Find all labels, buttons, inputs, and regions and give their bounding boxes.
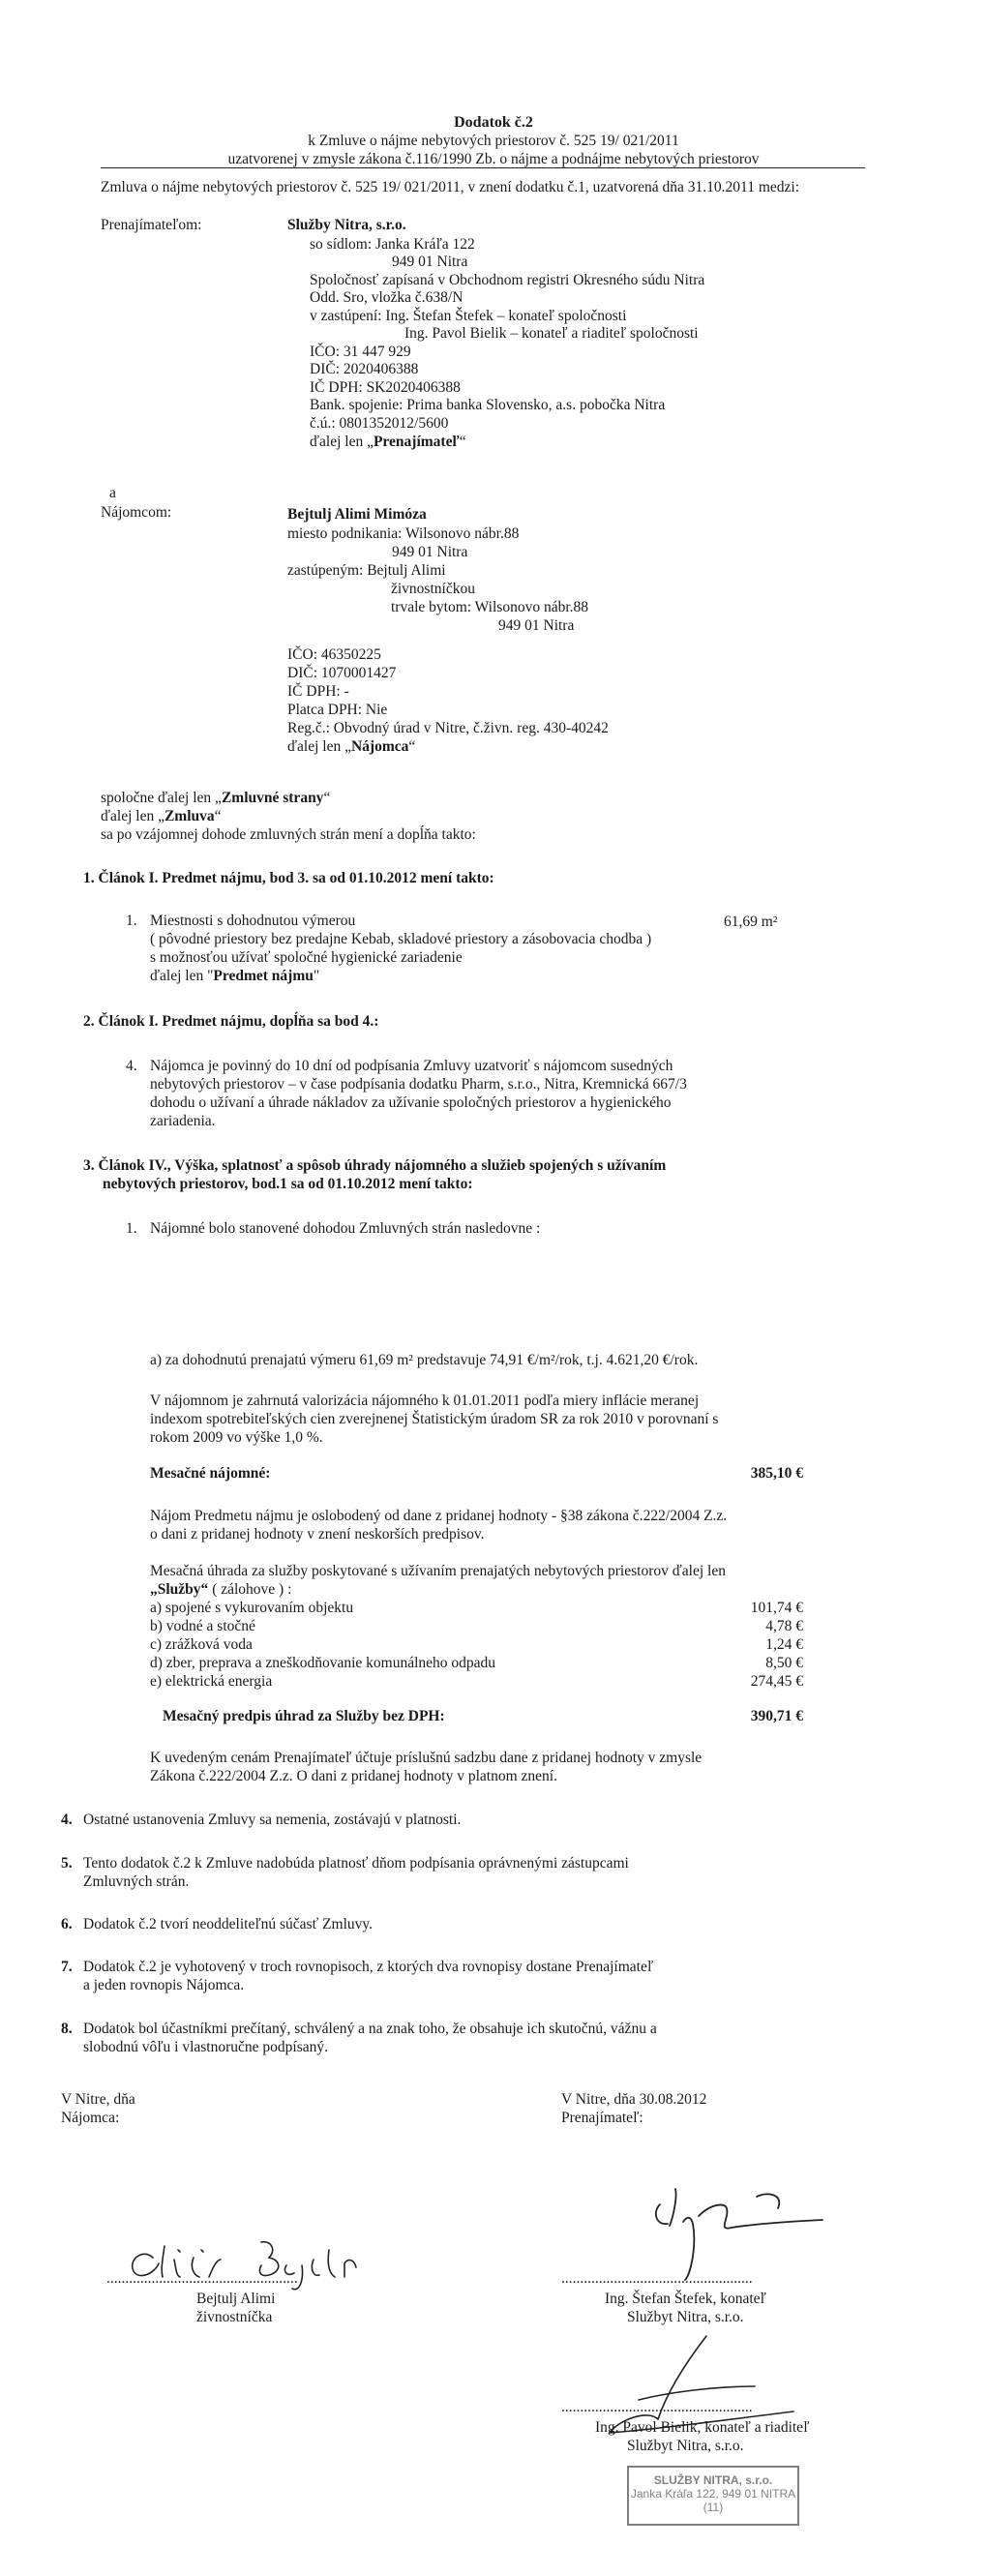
services-intro: Mesačná úhrada za služby poskytované s užívaním prenajatých nebytových priestorov ďalej len bbox=[150, 1563, 726, 1579]
lessor-signature-line-2: ................................................... bbox=[561, 2399, 753, 2415]
lessee-line: 949 01 Nitra bbox=[498, 617, 575, 634]
lessor-line: so sídlom: Janka Kráľa 122 bbox=[310, 236, 475, 253]
lessee-sign-role: Nájomca: bbox=[61, 2110, 120, 2126]
lessor-sign-place: V Nitre, dňa 30.08.2012 bbox=[561, 2091, 707, 2108]
service-value: 4,78 € bbox=[765, 1618, 803, 1634]
header-rule bbox=[101, 167, 865, 168]
services-intro-cont: „Služby“ ( zálohove ) : bbox=[150, 1581, 292, 1598]
point-line: Dodatok bol účastníkmi prečítaný, schválený a na znak toho, že obsahuje ich skutočnú, vážnu a bbox=[83, 2021, 657, 2037]
section-3-item-text: Nájomné bolo stanovené dohodou Zmluvných strán nasledovne : bbox=[150, 1220, 541, 1237]
lessee-line: zastúpeným: Bejtulj Alimi bbox=[287, 562, 446, 579]
lessor-signature-line-1: ................................................... bbox=[561, 2270, 753, 2287]
section-2-line: zariadenia. bbox=[150, 1113, 216, 1129]
and-label: a bbox=[109, 485, 116, 501]
section-2-line: Nájomca je povinný do 10 dní od podpísania Zmluvy uzatvoriť s nájomcom susedných bbox=[150, 1058, 673, 1074]
lessee-signature-line: ................................................... bbox=[106, 2270, 298, 2287]
lessor-name: Služby Nitra, s.r.o. bbox=[287, 217, 406, 233]
section-2-line: dohodu o užívaní a úhrade nákladov za užívanie spoločných priestorov a hygienického bbox=[150, 1094, 672, 1111]
valorization-line: indexom spotrebiteľských cien zverejnenej Štatistickým úradom SR za rok 2010 v porovnaní s bbox=[150, 1411, 719, 1427]
lessor-line: Spoločnosť zapísaná v Obchodnom registri Okresného súdu Nitra bbox=[310, 272, 705, 288]
vat-exempt-line: Nájom Predmetu nájmu je oslobodený od dane z pridanej hodnoty - §38 zákona č.222/2004 Z.z. bbox=[150, 1508, 728, 1524]
lessor-signer-1-company: Službyt Nitra, s.r.o. bbox=[627, 2309, 744, 2325]
point-line: a jeden rovnopis Nájomca. bbox=[83, 1977, 245, 1993]
lessor-signer-2-name: Ing. Pavol Bielik, konateľ a riaditeľ bbox=[595, 2419, 810, 2436]
section-2-line: nebytových priestorov – v čase podpísania dodatku Pharm, s.r.o., Nitra, Kremnická 667/3 bbox=[150, 1076, 687, 1093]
lessor-line: v zastúpení: Ing. Štefan Štefek – konateľ spoločnosti bbox=[310, 308, 627, 324]
lessor-line: Ing. Pavol Bielik – konateľ a riaditeľ spoločnosti bbox=[404, 325, 699, 342]
vat-exempt-line: o dani z pridanej hodnoty v znení neskorších predpisov. bbox=[150, 1526, 485, 1543]
lessor-line: 949 01 Nitra bbox=[392, 254, 468, 270]
vat-note-line: Zákona č.222/2004 Z.z. O dani z pridanej hodnoty v platnom znení. bbox=[150, 1768, 557, 1784]
section-1-item-number: 1. bbox=[126, 913, 137, 929]
lessee-line: živnostníčkou bbox=[391, 581, 475, 597]
service-value: 101,74 € bbox=[750, 1600, 803, 1616]
lessor-line: IČO: 31 447 929 bbox=[310, 344, 411, 360]
service-label: b) vodné a stočné bbox=[150, 1618, 255, 1634]
service-value: 8,50 € bbox=[765, 1655, 803, 1671]
lessor-sign-role: Prenajímateľ: bbox=[561, 2110, 643, 2126]
service-value: 1,24 € bbox=[765, 1636, 803, 1653]
section-1-line: ( pôvodné priestory bez predajne Kebab, skladové priestory a zásobovacia chodba ) bbox=[150, 931, 652, 947]
stamp-line: SLUŽBY NITRA, s.r.o. bbox=[653, 2473, 773, 2487]
lessor-line: Odd. Sro, vložka č.638/N bbox=[310, 289, 464, 306]
section-3-item-number: 1. bbox=[126, 1220, 137, 1237]
point-number: 6. bbox=[61, 1916, 73, 1932]
point-number: 8. bbox=[61, 2021, 73, 2037]
lessee-signer-name: Bejtulj Alimi bbox=[196, 2291, 276, 2307]
point-line: slobodnú vôľu i vlastnoručne podpísaný. bbox=[83, 2039, 328, 2055]
vat-note-line: K uvedeným cenám Prenajímateľ účtuje príslušnú sadzbu dane z pridanej hodnoty v zmysle bbox=[150, 1750, 703, 1766]
parties-line-1: spoločne ďalej len „Zmluvné strany“ bbox=[101, 790, 331, 806]
section-1-area: 61,69 m² bbox=[724, 914, 778, 930]
lessee-signer-title: živnostníčka bbox=[196, 2309, 273, 2325]
header-line-2: uzatvorenej v zmysle zákona č.116/1990 Zb. o nájme a podnájme nebytových priestorov bbox=[227, 151, 760, 167]
section-2-heading: 2. Článok I. Predmet nájmu, dopĺňa sa bod 4.: bbox=[83, 1013, 379, 1030]
header-line-1: k Zmluve o nájme nebytových priestorov č. 525 19/ 021/2011 bbox=[308, 133, 679, 149]
services-total-label: Mesačný predpis úhrad za Služby bez DPH: bbox=[163, 1708, 445, 1724]
lessee-alias: ďalej len „Nájomca“ bbox=[287, 738, 416, 755]
lessee-line: 949 01 Nitra bbox=[392, 544, 468, 560]
valorization-line: rokom 2009 vo výške 1,0 %. bbox=[150, 1429, 323, 1446]
service-label: a) spojené s vykurovaním objektu bbox=[150, 1600, 354, 1616]
point-number: 7. bbox=[61, 1959, 73, 1975]
services-total-value: 390,71 € bbox=[750, 1708, 803, 1724]
company-stamp bbox=[627, 2466, 799, 2526]
intro-text: Zmluva o nájme nebytových priestorov č. 525 19/ 021/2011, v znení dodatku č.1, uzatvorená dňa 31.10.2011 medzi: bbox=[101, 179, 800, 195]
point-line: Tento dodatok č.2 k Zmluve nadobúda platnosť dňom podpísania oprávnenými zástupcami bbox=[83, 1855, 629, 1872]
section-1-heading: 1. Článok I. Predmet nájmu, bod 3. sa od 01.10.2012 mení takto: bbox=[83, 870, 494, 886]
lessee-line: trvale bytom: Wilsonovo nábr.88 bbox=[391, 599, 589, 615]
valorization-line: V nájomnom je zahrnutá valorizácia nájomného k 01.01.2011 podľa miery inflácie meranej bbox=[150, 1393, 700, 1409]
lessee-line: DIČ: 1070001427 bbox=[287, 665, 397, 681]
stamp-line: Janka Kráľa 122, 949 01 NITRA bbox=[630, 2487, 796, 2501]
lessee-name: Bejtulj Alimi Mimóza bbox=[287, 506, 427, 523]
lessor-line: DIČ: 2020406388 bbox=[310, 361, 419, 377]
lessor-line: č.ú.: 0801352012/5600 bbox=[310, 415, 449, 432]
stamp-line: (11) bbox=[703, 2501, 724, 2514]
lessee-label: Nájomcom: bbox=[101, 504, 172, 521]
section-2-item-number: 4. bbox=[126, 1058, 137, 1074]
monthly-rent-value: 385,10 € bbox=[750, 1465, 803, 1482]
lessor-signer-1-name: Ing. Štefan Štefek, konateľ bbox=[605, 2291, 766, 2307]
lessor-signer-2-company: Službyt Nitra, s.r.o. bbox=[627, 2438, 744, 2454]
lessee-line: miesto podnikania: Wilsonovo nábr.88 bbox=[287, 525, 520, 542]
section-3-heading: 3. Článok IV., Výška, splatnosť a spôsob úhrady nájomného a služieb spojených s užívaním bbox=[83, 1157, 667, 1174]
document-title: Dodatok č.2 bbox=[454, 114, 533, 131]
point-number: 5. bbox=[61, 1855, 73, 1872]
lessee-line: Platca DPH: Nie bbox=[287, 702, 388, 718]
point-line: Dodatok č.2 tvorí neoddeliteľnú súčasť Zmluvy. bbox=[83, 1916, 374, 1932]
parties-line-2: ďalej len „Zmluva“ bbox=[101, 808, 222, 824]
lessee-line: Reg.č.: Obvodný úrad v Nitre, č.živn. reg. 430-40242 bbox=[287, 720, 609, 736]
lessee-line: IČO: 46350225 bbox=[287, 646, 381, 663]
service-label: c) zrážková voda bbox=[150, 1636, 253, 1653]
lessee-sign-place: V Nitre, dňa bbox=[61, 2091, 135, 2108]
point-line: Dodatok č.2 je vyhotovený v troch rovnopisoch, z ktorých dva rovnopisy dostane Prenajímateľ bbox=[83, 1959, 654, 1975]
lessor-alias: ďalej len „Prenajímateľ“ bbox=[310, 434, 466, 450]
section-3-heading-cont: nebytových priestorov, bod.1 sa od 01.10.2012 mení takto: bbox=[103, 1176, 473, 1192]
point-line: Zmluvných strán. bbox=[83, 1873, 190, 1890]
service-value: 274,45 € bbox=[750, 1673, 803, 1690]
section-1-item-text: Miestnosti s dohodnutou výmerou bbox=[150, 913, 356, 929]
lessor-signature-1 bbox=[648, 2177, 861, 2284]
rent-rate-text: a) za dohodnutú prenajatú výmeru 61,69 m² predstavuje 74,91 €/m²/rok, t.j. 4.621,20 €/rok. bbox=[150, 1352, 699, 1368]
monthly-rent-label: Mesačné nájomné: bbox=[150, 1465, 271, 1482]
parties-line-3: sa po vzájomnej dohode zmluvných strán mení a dopĺňa takto: bbox=[101, 826, 476, 843]
service-label: e) elektrická energia bbox=[150, 1673, 273, 1690]
service-label: d) zber, preprava a zneškodňovanie komunálneho odpadu bbox=[150, 1655, 496, 1671]
lessee-line: IČ DPH: - bbox=[287, 683, 349, 700]
lessor-line: Bank. spojenie: Prima banka Slovensko, a.s. pobočka Nitra bbox=[310, 397, 666, 413]
lessor-line: IČ DPH: SK2020406388 bbox=[310, 379, 461, 396]
section-1-line: s možnosťou užívať spoločné hygienické zariadenie bbox=[150, 949, 463, 966]
point-line: Ostatné ustanovenia Zmluvy sa nemenia, zostávajú v platnosti. bbox=[83, 1812, 462, 1828]
point-number: 4. bbox=[61, 1812, 73, 1828]
lessor-label: Prenajímateľom: bbox=[101, 217, 202, 233]
section-1-alias: ďalej len "Predmet nájmu" bbox=[150, 968, 320, 984]
